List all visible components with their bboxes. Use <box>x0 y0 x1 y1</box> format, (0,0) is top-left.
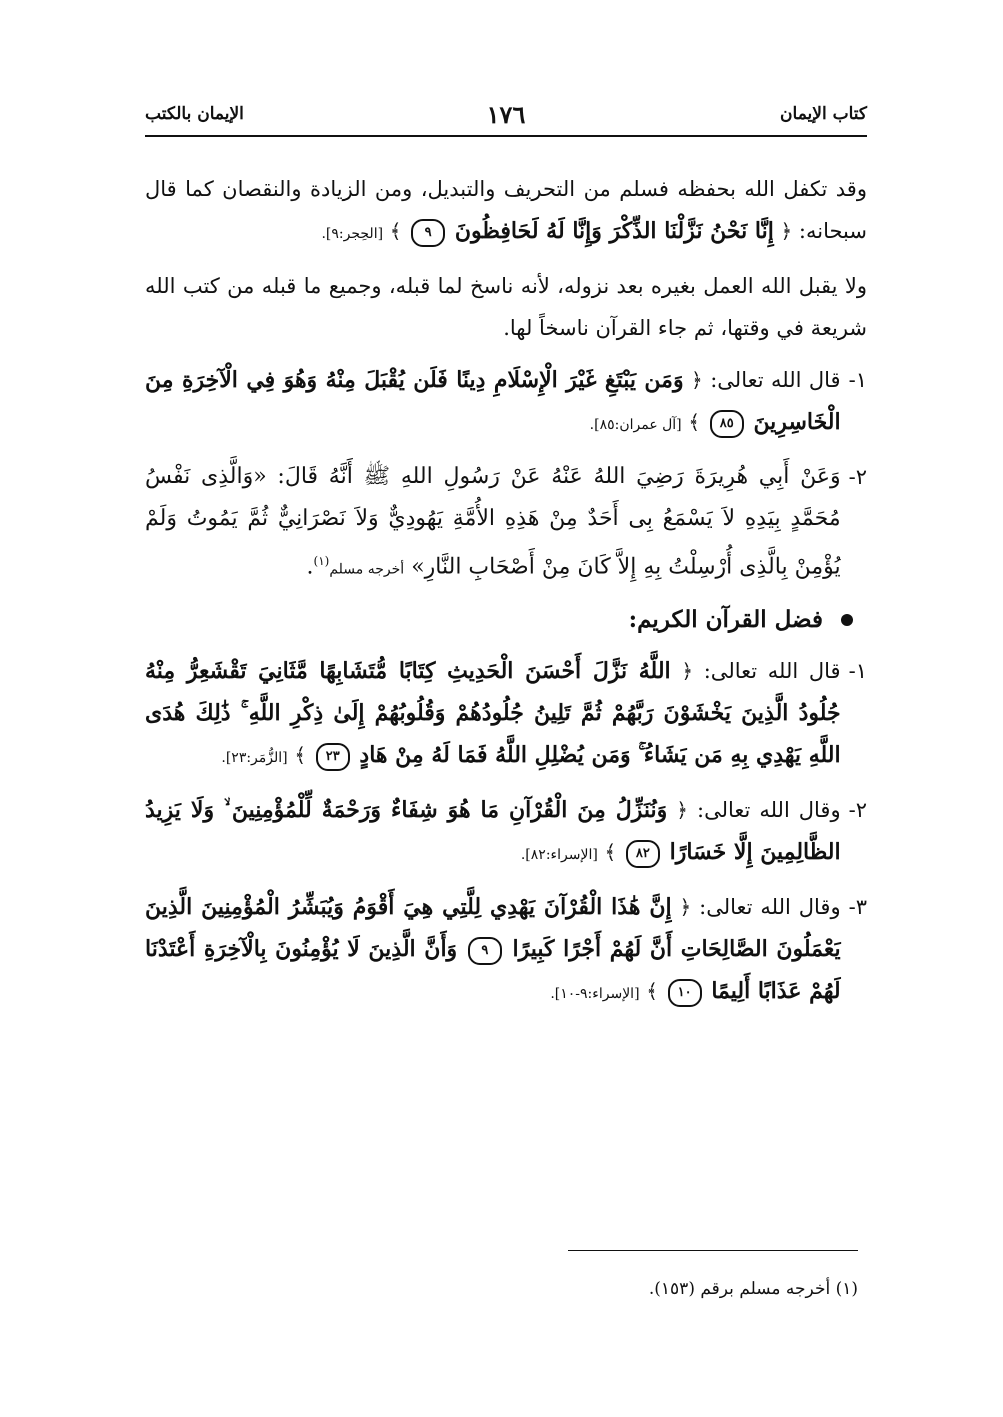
quran-open-bracket: ﴿ <box>691 368 703 392</box>
surah-reference: [الزُّمَر:٢٣]. <box>221 750 288 767</box>
list-item <box>145 886 867 1015</box>
hadith-end: . <box>306 554 314 580</box>
page-body <box>145 168 867 1025</box>
bullet-icon <box>841 614 853 626</box>
surah-reference: [الحِجر:٩]. <box>321 226 384 242</box>
item-lead: قال الله تعالى: <box>710 368 841 392</box>
quran-verse: إِنَّ هَٰذَا الْقُرْآنَ يَهْدِي لِلَّتِي هِيَ أَقْوَمُ وَيُبَشِّرُ الْمُؤْمِنِينَ الَّذِينَ يَعْمَلُونَ الصَّالِحَاتِ أَنَّ لَهُمْ أَجْرًا كَبِيرًا <box>145 894 841 963</box>
page-number: ١٧٦ <box>486 100 526 129</box>
item-number: ٣- <box>848 895 867 920</box>
verse-number-marker: ١٠ <box>668 979 702 1007</box>
intro-paragraph <box>145 168 867 255</box>
item-text <box>145 650 841 779</box>
list-item-hadith <box>145 456 867 590</box>
surah-reference: [آل عمران:٨٥]. <box>589 417 682 433</box>
quran-close-bracket: ﴾ <box>646 979 658 1004</box>
item-number: ٢- <box>848 798 867 823</box>
section-heading <box>145 600 867 640</box>
quran-open-bracket: ﴿ <box>679 895 692 920</box>
quran-open-bracket: ﴿ <box>676 798 689 823</box>
item-text <box>145 359 841 446</box>
surah-reference: [الإسراء:٨٢]. <box>520 847 598 864</box>
abrogation-paragraph: ولا يقبل الله العمل بغيره بعد نزوله، لأنه ناسخ لما قبله، وجميع ما قبله من كتب الله شريعة في وقتها، ثم جاء القرآن ناسخاً لها. <box>145 274 867 340</box>
quran-open-bracket: ﴿ <box>780 219 793 243</box>
verse-number-marker: ٢٣ <box>316 743 350 771</box>
item-text <box>145 886 841 1015</box>
hadith-source: أخرجه مسلم <box>329 561 405 578</box>
running-header <box>145 100 867 134</box>
verse-number-marker: ٩ <box>468 937 502 965</box>
item-lead: قال الله تعالى: <box>703 659 841 684</box>
section-title: فضل القرآن الكريم: <box>628 606 823 634</box>
quran-close-bracket: ﴾ <box>688 410 701 434</box>
header-section-title: الإيمان بالكتب <box>145 104 244 124</box>
quran-verse: اللَّهُ نَزَّلَ أَحْسَنَ الْحَدِيثِ كِتَابًا مُّتَشَابِهًا مَّثَانِيَ تَقْشَعِرُّ مِنْهُ جُلُودُ الَّذِينَ يَخْشَوْنَ رَبَّهُمْ ثُمَّ تَلِينُ جُلُودُهُمْ وَقُلُوبُهُمْ إِلَىٰ ذِكْرِ اللَّهِ ۚ ذَٰلِكَ هُدَى اللَّهِ يَهْدِي بِهِ مَن يَشَاءُ ۚ وَمَن يُضْلِلِ اللَّهُ فَمَا لَهُ مِنْ هَادٍ <box>145 658 841 769</box>
hadith-body: وَعَنْ أَبِي هُرِيرَةَ رَضِيَ اللهُ عَنْهُ عَنْ رَسُولِ اللهِ ﷺ أَنَّهُ قَالَ: «وَالَّذِى نَفْسُ مُحَمَّدٍ بِيَدِهِ لاَ يَسْمَعُ بِى أَحَدٌ مِنْ هَذِهِ الأُمَّةِ يَهُودِيٌّ وَلاَ نَصْرَانِيٌّ ثُمَّ يَمُوتُ وَلَمْ يُؤْمِنْ بِالَّذِى أُرْسِلْتُ بِهِ إِلاَّ كَانَ مِنْ أَصْحَابِ النَّارِ» <box>145 464 841 580</box>
quran-close-bracket: ﴾ <box>389 219 402 243</box>
list-item <box>145 359 867 446</box>
item-number: ٢- <box>848 465 867 489</box>
footnote: (١) أخرجه مسلم برقم (١٥٣). <box>648 1279 858 1299</box>
item-number: ١- <box>848 659 867 684</box>
item-text <box>145 789 841 876</box>
intro-line-1: وقد تكفل الله بحفظه فسلم من التحريف والتبديل، ومن الزيادة والنقصان <box>222 177 867 201</box>
footnote-marker[interactable]: (١) <box>313 554 330 568</box>
verse-number-marker: ٨٥ <box>710 410 744 438</box>
item-lead: وقال الله تعالى: <box>697 798 841 823</box>
verse-number-marker: ٩ <box>411 219 445 247</box>
quran-verse: وَأَنَّ الَّذِينَ لَا يُؤْمِنُونَ بِالْآخِرَةِ أَعْتَدْنَا لَهُمْ عَذَابًا أَلِيمًا <box>145 936 841 1005</box>
item-lead: وقال الله تعالى: <box>699 895 841 920</box>
item-number: ١- <box>848 368 867 392</box>
quran-close-bracket: ﴾ <box>604 840 617 865</box>
list-item <box>145 650 867 779</box>
quran-verse: وَمَن يَبْتَغِ غَيْرَ الْإِسْلَامِ دِينًا فَلَن يُقْبَلَ مِنْهُ وَهُوَ فِي الْآخِرَةِ مِنَ الْخَاسِرِينَ <box>145 367 841 435</box>
hadith-text <box>145 456 841 590</box>
header-chapter-title: كتاب الإيمان <box>780 104 867 124</box>
quran-open-bracket: ﴿ <box>681 659 694 684</box>
footnote-divider <box>568 1250 858 1251</box>
surah-reference: [الإسراء:٩-١٠]. <box>550 986 640 1003</box>
verse-number-marker: ٨٢ <box>626 840 660 868</box>
intro-lead: كما قال سبحانه: <box>145 177 867 243</box>
list-item <box>145 789 867 876</box>
quran-verse: إِنَّا نَحْنُ نَزَّلْنَا الذِّكْرَ وَإِنَّا لَهُ لَحَافِظُونَ <box>454 218 774 244</box>
header-divider <box>145 135 867 137</box>
quran-verse: وَنُنَزِّلُ مِنَ الْقُرْآنِ مَا هُوَ شِفَاءٌ وَرَحْمَةٌ لِّلْمُؤْمِنِينَ ۙ وَلَا يَزِيدُ الظَّالِمِينَ إِلَّا خَسَارًا <box>145 797 841 866</box>
quran-close-bracket: ﴾ <box>294 743 307 768</box>
